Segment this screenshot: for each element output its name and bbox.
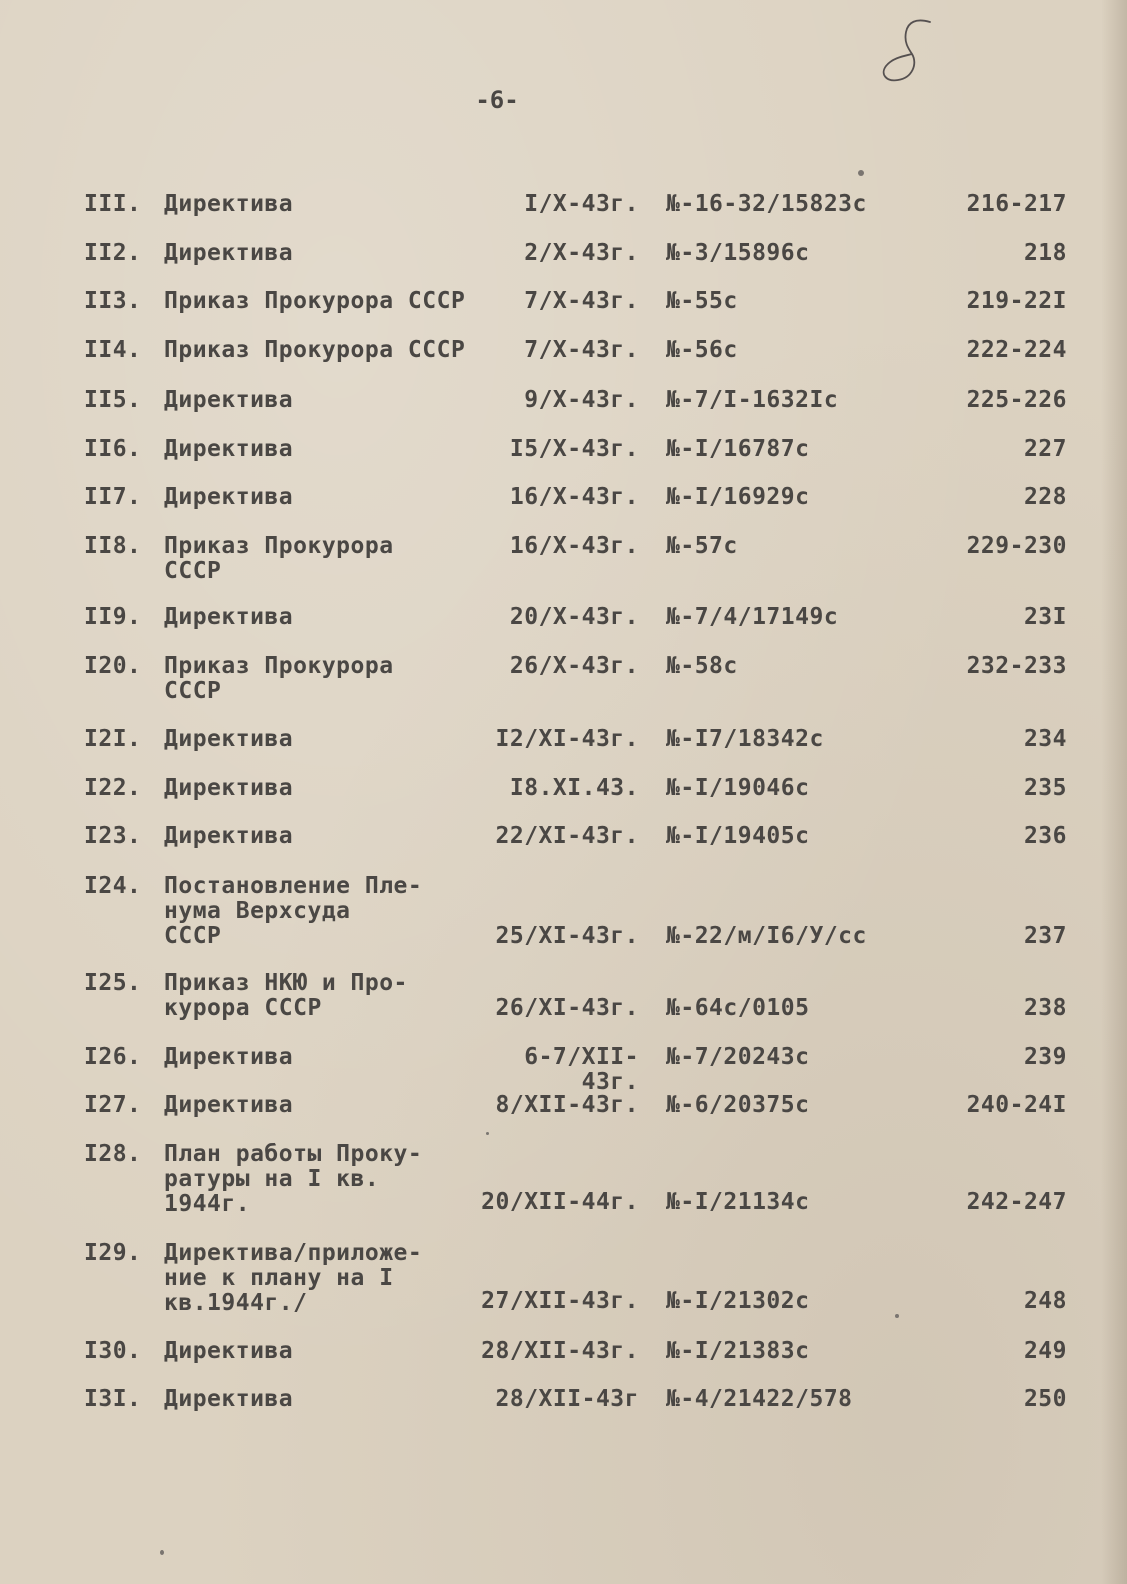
- entry-title: Директива: [164, 726, 294, 752]
- entry-doc-number: №-I/21302с: [666, 1288, 810, 1314]
- entry-date: 9/X-43г.: [524, 387, 639, 413]
- entry-pages: 216-217: [966, 191, 1067, 217]
- entry-pages: 225-226: [966, 387, 1067, 413]
- entry-number: I30.: [84, 1338, 142, 1364]
- entry-doc-number: №-55с: [666, 288, 738, 314]
- entry-date: 2/X-43г.: [524, 240, 639, 266]
- entry-date: 22/XI-43г.: [495, 823, 639, 849]
- entry-title: Приказ Прокурора СССР: [164, 533, 394, 584]
- entry-doc-number: №-4/21422/578: [666, 1386, 853, 1412]
- entry-number: II3.: [84, 288, 142, 314]
- entry-title: Директива: [164, 484, 294, 510]
- entry-pages: 240-24I: [966, 1092, 1067, 1118]
- entry-pages: 219-22I: [966, 288, 1067, 314]
- entry-date: 16/X-43г.: [509, 484, 639, 510]
- entry-doc-number: №-I/21134с: [666, 1189, 810, 1215]
- entry-doc-number: №-I/19405с: [666, 823, 810, 849]
- entry-title: Директива: [164, 240, 294, 266]
- entry-date: 25/XI-43г.: [495, 923, 639, 949]
- entry-number: I22.: [84, 775, 142, 801]
- entry-pages: 235: [1023, 775, 1067, 801]
- entry-number: II9.: [84, 604, 142, 630]
- entry-number: I2I.: [84, 726, 142, 752]
- entry-pages: 236: [1023, 823, 1067, 849]
- entry-title: Директива: [164, 1338, 294, 1364]
- entry-pages: 248: [1023, 1288, 1067, 1314]
- entry-pages: 218: [1023, 240, 1067, 266]
- entry-number: III.: [84, 191, 142, 217]
- entry-doc-number: №-I/16929с: [666, 484, 810, 510]
- entry-title: Директива: [164, 387, 294, 413]
- entry-number: I23.: [84, 823, 142, 849]
- entry-number: II8.: [84, 533, 142, 559]
- entry-title: План работы Проку- ратуры на I кв. 1944г.: [164, 1141, 423, 1217]
- entry-pages: 237: [1023, 923, 1067, 949]
- entry-title: Приказ НКЮ и Про- курора СССР: [164, 970, 408, 1021]
- ink-speck: [160, 1550, 164, 1555]
- handwritten-folio-number: [872, 10, 942, 90]
- ink-speck: [858, 170, 864, 176]
- entry-date: I2/XI-43г.: [495, 726, 639, 752]
- entry-doc-number: №-I/19046с: [666, 775, 810, 801]
- entry-title: Приказ Прокурора СССР: [164, 288, 466, 314]
- entry-date: 6-7/XII-43г.: [524, 1044, 639, 1095]
- entry-title: Постановление Пле- нума Верхсуда СССР: [164, 873, 423, 949]
- entry-date: I5/X-43г.: [509, 436, 639, 462]
- entry-title: Директива: [164, 1044, 294, 1070]
- entry-title: Директива: [164, 823, 294, 849]
- entry-number: I24.: [84, 873, 142, 899]
- entry-title: Приказ Прокурора СССР: [164, 653, 394, 704]
- entry-doc-number: №-7/I-1632Iс: [666, 387, 839, 413]
- entry-title: Директива: [164, 775, 294, 801]
- entry-number: I27.: [84, 1092, 142, 1118]
- entry-number: I25.: [84, 970, 142, 996]
- entry-date: 26/X-43г.: [509, 653, 639, 679]
- paper-edge-shadow: [1101, 0, 1127, 1584]
- entry-date: I/X-43г.: [524, 191, 639, 217]
- entry-title: Директива: [164, 604, 294, 630]
- entry-pages: 234: [1023, 726, 1067, 752]
- entry-date: 20/XII-44г.: [481, 1189, 639, 1215]
- entry-title: Директива: [164, 191, 294, 217]
- entry-title: Директива/приложе- ние к плану на I кв.1944г./: [164, 1240, 423, 1316]
- page-number: -6-: [475, 86, 519, 114]
- entry-date: 27/XII-43г.: [481, 1288, 639, 1314]
- entry-pages: 229-230: [966, 533, 1067, 559]
- entry-doc-number: №-6/20375с: [666, 1092, 810, 1118]
- entry-pages: 227: [1023, 436, 1067, 462]
- entry-date: 26/XI-43г.: [495, 995, 639, 1021]
- entry-doc-number: №-7/20243с: [666, 1044, 810, 1070]
- entry-date: 16/X-43г.: [509, 533, 639, 559]
- entry-doc-number: №-7/4/17149с: [666, 604, 839, 630]
- entry-pages: 228: [1023, 484, 1067, 510]
- entry-doc-number: №-56с: [666, 337, 738, 363]
- entry-date: 7/X-43г.: [524, 337, 639, 363]
- entry-title: Директива: [164, 436, 294, 462]
- entry-doc-number: №-I7/18342с: [666, 726, 824, 752]
- entry-number: I29.: [84, 1240, 142, 1266]
- entry-doc-number: №-64с/0105: [666, 995, 810, 1021]
- entry-date: 20/X-43г.: [509, 604, 639, 630]
- entry-doc-number: №-16-32/15823с: [666, 191, 867, 217]
- entry-number: I26.: [84, 1044, 142, 1070]
- entry-number: II6.: [84, 436, 142, 462]
- entry-date: 28/XII-43г.: [481, 1338, 639, 1364]
- entry-date: I8.XI.43.: [509, 775, 639, 801]
- entry-date: 8/XII-43г.: [495, 1092, 639, 1118]
- entry-number: I20.: [84, 653, 142, 679]
- entry-number: II7.: [84, 484, 142, 510]
- entry-pages: 232-233: [966, 653, 1067, 679]
- entry-pages: 238: [1023, 995, 1067, 1021]
- entry-pages: 222-224: [966, 337, 1067, 363]
- entry-pages: 23I: [1023, 604, 1067, 630]
- entry-title: Директива: [164, 1092, 294, 1118]
- entry-number: I3I.: [84, 1386, 142, 1412]
- entry-date: 28/XII-43г: [495, 1386, 639, 1412]
- entry-doc-number: №-I/16787с: [666, 436, 810, 462]
- entry-pages: 250: [1023, 1386, 1067, 1412]
- entry-doc-number: №-22/м/I6/У/сс: [666, 923, 867, 949]
- entry-pages: 239: [1023, 1044, 1067, 1070]
- entry-doc-number: №-3/15896с: [666, 240, 810, 266]
- entry-pages: 242-247: [966, 1189, 1067, 1215]
- ink-speck: [895, 1314, 899, 1318]
- ink-speck: [486, 1132, 489, 1135]
- entry-title: Приказ Прокурора СССР: [164, 337, 466, 363]
- entry-date: 7/X-43г.: [524, 288, 639, 314]
- entry-pages: 249: [1023, 1338, 1067, 1364]
- entry-number: II5.: [84, 387, 142, 413]
- entry-number: II4.: [84, 337, 142, 363]
- entry-title: Директива: [164, 1386, 294, 1412]
- entry-doc-number: №-58с: [666, 653, 738, 679]
- entry-number: I28.: [84, 1141, 142, 1167]
- entry-doc-number: №-57с: [666, 533, 738, 559]
- entry-doc-number: №-I/21383с: [666, 1338, 810, 1364]
- entry-number: II2.: [84, 240, 142, 266]
